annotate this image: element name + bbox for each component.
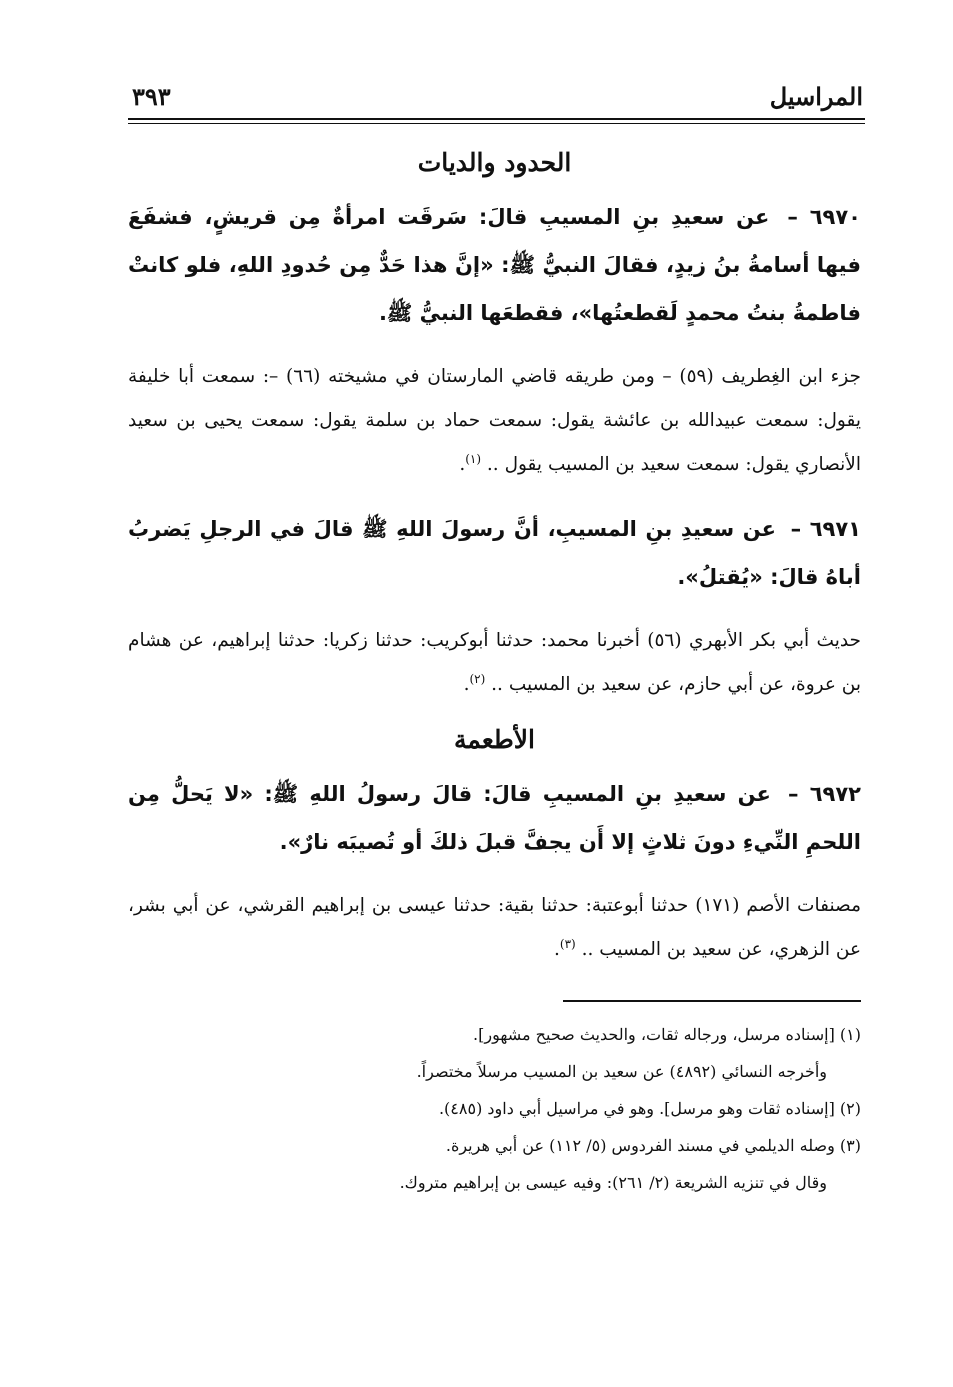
footnote-number: (٣) <box>839 1136 861 1155</box>
footnote-text: وقال في تنزيه الشريعة (٢/ ٢٦١): وفيه عيسى بن إبراهيم متروك. <box>399 1173 827 1192</box>
section-atima <box>128 725 861 972</box>
header-rule-thin <box>128 123 865 124</box>
footnote-text: [إسناده ثقات وهو مرسل]. وهو في مراسيل أبي داود (٤٨٥). <box>438 1099 835 1118</box>
takhrij-paragraph: جزء ابن الغِطريف (٥٩) – ومن طريقه قاضي المارستان في مشيخته (٦٦) –: سمعت أبا خليفة يقول: سمعت عبيدالله بن عائشة يقول: سمعت حماد بن سلمة يقول: سمعت يحيى بن سعيد الأنصاري يقول: سمعت سعيد بن المسيب يقول .. $^{(١)}$. <box>128 366 861 475</box>
footnote-text: وصله الديلمي في مسند الفردوس (٥/ ١١٢) عن أبي هريرة. <box>445 1136 835 1155</box>
takhrij-text: جزء ابن الغِطريف (٥٩) – ومن طريقه قاضي المارستان في مشيخته (٦٦) –: سمعت أبا خليفة يقول: سمعت عبيدالله بن عائشة يقول: سمعت حماد بن سلمة يقول: سمعت يحيى بن سعيد الأنصاري يقول: سمعت سعيد بن المسيب يقول .. <box>128 366 861 475</box>
footnote-ref[interactable]: (١) <box>465 451 482 466</box>
takhrij-text: حديث أبي بكر الأبهري (٥٦) أخبرنا محمد: حدثنا أبوكريب: حدثنا زكريا: حدثنا إبراهيم، عن هشام بن عروة، عن أبي حازم، عن سعيد بن المسيب .. <box>128 630 861 695</box>
takhrij-text: مصنفات الأصم (١٧١) حدثنا أبوعتبة: حدثنا بقية: حدثنا عيسى بن إبراهيم القرشي، عن أبي بشر، عن الزهري، عن سعيد بن المسيب .. <box>128 895 862 960</box>
page-number: ٣٩٣ <box>132 82 171 111</box>
footnote-ref[interactable]: (٣) <box>559 936 576 951</box>
hadith-entry <box>128 770 861 866</box>
hadith-text: عن سعيدِ بنِ المسيبِ، أنَّ رسولَ اللهِ ﷺ قالَ في الرجلِ يَضربُ أباهُ قالَ: «يُقتلُ». <box>128 517 861 589</box>
section-heading: الحدود والديات <box>417 148 572 177</box>
running-title: المراسيل <box>769 82 863 111</box>
header-rule <box>128 118 865 120</box>
takhrij-paragraph: حديث أبي بكر الأبهري (٥٦) أخبرنا محمد: حدثنا أبوكريب: حدثنا زكريا: حدثنا إبراهيم، عن هشام بن عروة، عن أبي حازم، عن سعيد بن المسيب .. $^{(٢)}$. <box>128 630 861 695</box>
section-heading: الأطعمة <box>453 725 536 754</box>
hadith-text: عن سعيدِ بنِ المسيبِ قالَ: قالَ رسولُ اللهِ ﷺ: «لا يَحلُّ مِن اللحمِ النِّيءِ دونَ ثلاثٍ إلا أَن يجفَّ قبلَ ذلكَ أو تُصيبَه نارٌ». <box>128 782 861 854</box>
footnote-ref[interactable]: (٢) <box>469 671 486 686</box>
hadith-entry <box>128 505 861 601</box>
footnote-number: (٢) <box>839 1099 861 1118</box>
footnote-item <box>128 1016 861 1053</box>
hadith-entry <box>128 193 861 337</box>
footnote-item <box>128 1090 861 1127</box>
footnote-number: (١) <box>839 1025 861 1044</box>
section-hudud <box>128 148 861 707</box>
footnote-item <box>128 1164 861 1201</box>
footnotes <box>128 1016 861 1201</box>
page-header <box>128 78 865 122</box>
takhrij-paragraph: مصنفات الأصم (١٧١) حدثنا أبوعتبة: حدثنا بقية: حدثنا عيسى بن إبراهيم القرشي، عن أبي بشر، عن الزهري، عن سعيد بن المسيب .. $^{(٣)}$. <box>128 895 862 960</box>
page-content <box>128 140 861 1201</box>
footnote-text: وأخرجه النسائي (٤٨٩٢) عن سعيد بن المسيب مرسلاً مختصراً. <box>416 1062 827 1081</box>
hadith-number: ٦٩٧٠ – <box>787 205 862 229</box>
hadith-number: ٦٩٧١ – <box>790 517 862 541</box>
footnote-text: [إسناده مرسل، ورجاله ثقات، والحديث صحيح مشهور]. <box>473 1025 835 1044</box>
hadith-text: عن سعيدِ بنِ المسيبِ قالَ: سَرقَت امرأةٌ مِن قريشٍ، فشفَعَ فيها أسامةُ بنُ زيدٍ، فقالَ النبيُّ ﷺ: «إنَّ هذا حَدٌّ مِن حُدودِ اللهِ، فلو كانتْ فاطمةُ بنتُ محمدٍ لَقطعتُها»، فقطعَها النبيُّ ﷺ. <box>128 205 861 325</box>
hadith-number: ٦٩٧٢ – <box>788 782 861 806</box>
footnote-separator <box>563 1000 861 1002</box>
footnote-item <box>128 1053 861 1090</box>
footnote-item <box>128 1127 861 1164</box>
